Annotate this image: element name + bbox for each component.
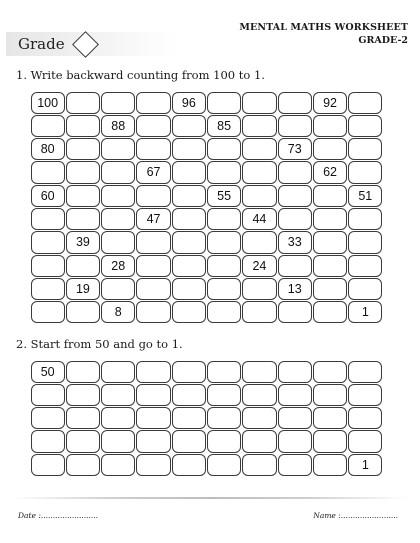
- grid-cell[interactable]: [101, 161, 135, 183]
- grid-cell[interactable]: [66, 384, 100, 406]
- grid-cell[interactable]: [278, 384, 312, 406]
- grid-cell: 1: [348, 301, 382, 323]
- worksheet-grade: GRADE-2: [358, 35, 408, 46]
- grid-cell[interactable]: [278, 185, 312, 207]
- grid-cell[interactable]: [313, 115, 347, 137]
- grid-cell: 92: [313, 92, 347, 114]
- grid-cell[interactable]: [207, 92, 241, 114]
- grid-cell[interactable]: [348, 361, 382, 383]
- grid-cell[interactable]: [31, 430, 65, 452]
- grid-cell[interactable]: [136, 278, 170, 300]
- grid-cell[interactable]: [313, 138, 347, 160]
- grid-cell[interactable]: [242, 301, 276, 323]
- grid-cell[interactable]: [207, 384, 241, 406]
- grid-cell[interactable]: [278, 92, 312, 114]
- grid-cell[interactable]: [348, 384, 382, 406]
- grid-cell[interactable]: [172, 138, 206, 160]
- grid-cell[interactable]: [278, 301, 312, 323]
- grid-cell: 1: [348, 454, 382, 476]
- grid-cell[interactable]: [207, 231, 241, 253]
- grade-label: Grade: [18, 35, 65, 53]
- grid-cell[interactable]: [172, 208, 206, 230]
- grid-cell[interactable]: [348, 92, 382, 114]
- grid-cell: 24: [242, 255, 276, 277]
- grid-cell[interactable]: [242, 384, 276, 406]
- grid-cell: 44: [242, 208, 276, 230]
- grid-cell: 60: [31, 185, 65, 207]
- grid-cell[interactable]: [66, 92, 100, 114]
- grid-cell[interactable]: [31, 278, 65, 300]
- grid-cell[interactable]: [348, 231, 382, 253]
- grid-cell: 85: [207, 115, 241, 137]
- grid-cell[interactable]: [66, 208, 100, 230]
- grid-cell[interactable]: [31, 208, 65, 230]
- grid-cell[interactable]: [348, 161, 382, 183]
- grid-cell[interactable]: [313, 255, 347, 277]
- grid-cell[interactable]: [278, 430, 312, 452]
- grid-cell[interactable]: [101, 208, 135, 230]
- grid-cell[interactable]: [31, 454, 65, 476]
- grid-cell[interactable]: [207, 208, 241, 230]
- grid-cell[interactable]: [101, 430, 135, 452]
- grid-cell[interactable]: [66, 255, 100, 277]
- grid-cell[interactable]: [242, 185, 276, 207]
- grid-cell: 67: [136, 161, 170, 183]
- grid-cell: 47: [136, 208, 170, 230]
- grid-cell[interactable]: [101, 454, 135, 476]
- grid-cell: 50: [31, 361, 65, 383]
- grid-cell[interactable]: [66, 361, 100, 383]
- grid-cell[interactable]: [278, 255, 312, 277]
- grid-cell[interactable]: [278, 161, 312, 183]
- grid-cell[interactable]: [136, 255, 170, 277]
- grid-cell[interactable]: [172, 278, 206, 300]
- grid-cell[interactable]: [136, 301, 170, 323]
- grid-cell[interactable]: [101, 92, 135, 114]
- grid-cell[interactable]: [136, 361, 170, 383]
- grid-cell[interactable]: [172, 454, 206, 476]
- grid-cell[interactable]: [348, 430, 382, 452]
- grid-cell[interactable]: [136, 407, 170, 429]
- grid-cell[interactable]: [101, 407, 135, 429]
- question-1-prompt: 1. Write backward counting from 100 to 1.: [16, 68, 265, 82]
- grid-cell[interactable]: [101, 361, 135, 383]
- grid-cell[interactable]: [66, 407, 100, 429]
- grid-cell[interactable]: [31, 231, 65, 253]
- grid-cell: 8: [101, 301, 135, 323]
- grid-cell[interactable]: [66, 430, 100, 452]
- grid-cell[interactable]: [278, 208, 312, 230]
- grid-cell[interactable]: [136, 92, 170, 114]
- grid-cell[interactable]: [242, 278, 276, 300]
- grid-cell[interactable]: [242, 361, 276, 383]
- grid-cell[interactable]: [242, 138, 276, 160]
- grid-cell[interactable]: [207, 301, 241, 323]
- grid-cell[interactable]: [313, 231, 347, 253]
- grid-cell[interactable]: [207, 161, 241, 183]
- grid-cell[interactable]: [172, 301, 206, 323]
- grid-cell[interactable]: [313, 430, 347, 452]
- grid-cell[interactable]: [136, 185, 170, 207]
- grid-cell[interactable]: [278, 115, 312, 137]
- footer-divider: [12, 497, 408, 499]
- grid-cell[interactable]: [66, 454, 100, 476]
- grid-cell[interactable]: [313, 454, 347, 476]
- grid-cell[interactable]: [31, 161, 65, 183]
- grid-cell[interactable]: [136, 430, 170, 452]
- grid-cell[interactable]: [348, 407, 382, 429]
- grid-cell[interactable]: [348, 115, 382, 137]
- date-field[interactable]: Date :........................: [18, 511, 99, 520]
- grid-cell[interactable]: [242, 231, 276, 253]
- grid-cell[interactable]: [172, 407, 206, 429]
- grid-cell[interactable]: [207, 278, 241, 300]
- grid-cell[interactable]: [66, 185, 100, 207]
- grid-cell[interactable]: [348, 278, 382, 300]
- grid-cell[interactable]: [101, 138, 135, 160]
- grid-cell[interactable]: [31, 255, 65, 277]
- grid-cell: 55: [207, 185, 241, 207]
- grid-cell: 19: [66, 278, 100, 300]
- grid-cell[interactable]: [207, 255, 241, 277]
- grid-cell: 73: [278, 138, 312, 160]
- grid-cell[interactable]: [278, 361, 312, 383]
- grid-cell[interactable]: [66, 138, 100, 160]
- grid-cell[interactable]: [66, 161, 100, 183]
- grid-cell: 88: [101, 115, 135, 137]
- grid-cell[interactable]: [66, 301, 100, 323]
- grid-cell[interactable]: [348, 138, 382, 160]
- grid-cell[interactable]: [172, 161, 206, 183]
- grid-cell[interactable]: [31, 301, 65, 323]
- grid-cell[interactable]: [66, 115, 100, 137]
- grid-cell[interactable]: [172, 255, 206, 277]
- grid-cell[interactable]: [242, 454, 276, 476]
- grid-cell[interactable]: [207, 361, 241, 383]
- grid-cell[interactable]: [136, 138, 170, 160]
- grid-cell[interactable]: [172, 115, 206, 137]
- grid-cell[interactable]: [136, 115, 170, 137]
- grid-cell[interactable]: [242, 430, 276, 452]
- grid-cell[interactable]: [136, 231, 170, 253]
- grid-cell[interactable]: [313, 208, 347, 230]
- grid-cell[interactable]: [348, 255, 382, 277]
- grid-cell: 96: [172, 92, 206, 114]
- question-2-prompt: 2. Start from 50 and go to 1.: [16, 337, 183, 351]
- grid-cell[interactable]: [101, 278, 135, 300]
- grid-cell[interactable]: [242, 115, 276, 137]
- grid-cell[interactable]: [278, 407, 312, 429]
- grid-cell[interactable]: [207, 454, 241, 476]
- name-field[interactable]: Name :........................: [313, 511, 398, 520]
- grid-cell[interactable]: [242, 161, 276, 183]
- grid-cell[interactable]: [172, 185, 206, 207]
- grid-cell: 80: [31, 138, 65, 160]
- grid-cell[interactable]: [313, 407, 347, 429]
- grid-cell[interactable]: [31, 407, 65, 429]
- counting-grid-50: [30, 360, 383, 476]
- grid-cell[interactable]: [313, 384, 347, 406]
- grid-cell[interactable]: [242, 92, 276, 114]
- grid-cell[interactable]: [313, 361, 347, 383]
- grid-cell: 62: [313, 161, 347, 183]
- grid-cell[interactable]: [278, 454, 312, 476]
- grid-cell[interactable]: [136, 454, 170, 476]
- worksheet-title: MENTAL MATHS WORKSHEET: [239, 22, 408, 33]
- grid-cell: 100: [31, 92, 65, 114]
- grid-cell[interactable]: [207, 430, 241, 452]
- counting-grid-100: [30, 91, 383, 324]
- grid-cell[interactable]: [313, 301, 347, 323]
- grid-cell[interactable]: [101, 384, 135, 406]
- grid-cell[interactable]: [207, 407, 241, 429]
- grid-cell[interactable]: [348, 208, 382, 230]
- grid-cell: 51: [348, 185, 382, 207]
- grid-cell[interactable]: [172, 361, 206, 383]
- grid-cell[interactable]: [207, 138, 241, 160]
- grid-cell: 33: [278, 231, 312, 253]
- grid-cell[interactable]: [313, 185, 347, 207]
- grid-cell[interactable]: [313, 278, 347, 300]
- grid-cell[interactable]: [136, 384, 170, 406]
- grid-cell: 39: [66, 231, 100, 253]
- grid-cell[interactable]: [101, 231, 135, 253]
- grid-cell: 28: [101, 255, 135, 277]
- grid-cell[interactable]: [31, 115, 65, 137]
- grid-cell[interactable]: [172, 384, 206, 406]
- grid-cell: 13: [278, 278, 312, 300]
- grid-cell[interactable]: [242, 407, 276, 429]
- grid-cell[interactable]: [172, 430, 206, 452]
- grid-cell[interactable]: [101, 185, 135, 207]
- grid-cell[interactable]: [172, 231, 206, 253]
- grid-cell[interactable]: [31, 384, 65, 406]
